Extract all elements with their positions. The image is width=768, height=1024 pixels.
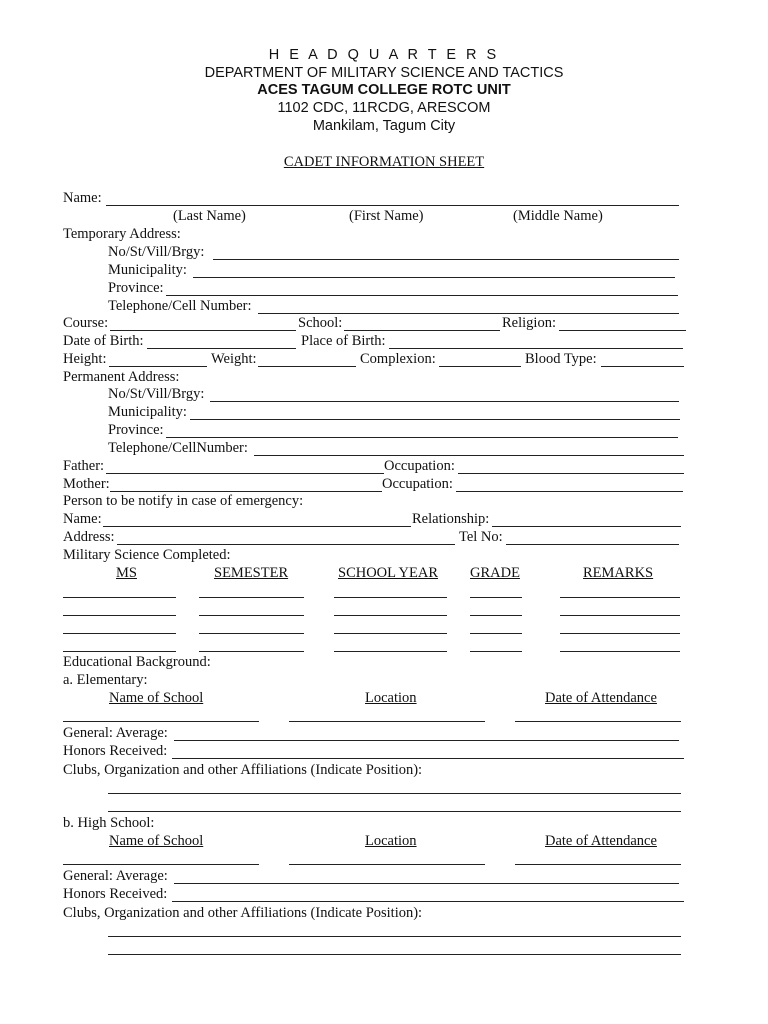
school-field[interactable]: [344, 330, 500, 331]
father-label: Father:: [63, 458, 105, 474]
middle-name-caption: (Middle Name): [513, 208, 603, 224]
grade-column-header: GRADE: [470, 565, 520, 581]
ms-cell[interactable]: [63, 615, 176, 616]
perm-municipality-field[interactable]: [190, 419, 680, 420]
religion-field[interactable]: [559, 330, 686, 331]
high-school-heading: b. High School:: [63, 815, 155, 831]
emergency-address-label: Address:: [63, 529, 115, 545]
perm-telephone-label: Telephone/CellNumber:: [108, 440, 248, 456]
hs-date-of-attendance-header: Date of Attendance: [545, 833, 657, 849]
semester-cell[interactable]: [199, 615, 304, 616]
temp-telephone-label: Telephone/Cell Number:: [108, 298, 252, 314]
temp-province-field[interactable]: [166, 295, 678, 296]
course-field[interactable]: [110, 330, 296, 331]
mother-occupation-field[interactable]: [456, 491, 683, 492]
command-heading: 1102 CDC, 11RCDG, ARESCOM: [277, 100, 491, 116]
emergency-name-label: Name:: [63, 511, 102, 527]
school-year-cell[interactable]: [334, 597, 447, 598]
elem-location-field[interactable]: [289, 721, 485, 722]
educational-background-heading: Educational Background:: [63, 654, 211, 670]
temp-province-label: Province:: [108, 280, 164, 296]
hs-name-of-school-header: Name of School: [109, 833, 204, 849]
school-year-cell[interactable]: [334, 651, 447, 652]
complexion-label: Complexion:: [360, 351, 436, 367]
course-label: Course:: [63, 315, 109, 331]
relationship-field[interactable]: [492, 526, 681, 527]
department-heading: DEPARTMENT OF MILITARY SCIENCE AND TACTICS: [204, 65, 564, 81]
elem-date-of-attendance-header: Date of Attendance: [545, 690, 657, 706]
temp-street-field[interactable]: [213, 259, 679, 260]
perm-street-field[interactable]: [210, 401, 679, 402]
hs-name-of-school-field[interactable]: [63, 864, 259, 865]
elem-honors-label: Honors Received:: [63, 743, 168, 759]
grade-cell[interactable]: [470, 633, 522, 634]
date-of-birth-label: Date of Birth:: [63, 333, 144, 349]
elementary-heading: a. Elementary:: [63, 672, 148, 688]
elem-name-of-school-field[interactable]: [63, 721, 259, 722]
semester-cell[interactable]: [199, 597, 304, 598]
permanent-address-heading: Permanent Address:: [63, 369, 180, 385]
hs-honors-field[interactable]: [172, 901, 684, 902]
hs-honors-label: Honors Received:: [63, 886, 168, 902]
hs-location-header: Location: [365, 833, 417, 849]
perm-telephone-field[interactable]: [254, 455, 684, 456]
last-name-caption: (Last Name): [173, 208, 246, 224]
elem-general-average-label: General: Average:: [63, 725, 168, 741]
elem-honors-field[interactable]: [172, 758, 684, 759]
place-of-birth-label: Place of Birth:: [301, 333, 386, 349]
semester-cell[interactable]: [199, 651, 304, 652]
perm-province-label: Province:: [108, 422, 164, 438]
ms-cell[interactable]: [63, 633, 176, 634]
emergency-name-field[interactable]: [103, 526, 411, 527]
temp-street-label: No/St/Vill/Brgy:: [108, 244, 205, 260]
religion-label: Religion:: [502, 315, 556, 331]
military-science-heading: Military Science Completed:: [63, 547, 231, 563]
weight-field[interactable]: [258, 366, 356, 367]
semester-cell[interactable]: [199, 633, 304, 634]
headquarters-heading: H E A D Q U A R T E R S: [268, 47, 500, 63]
hs-clubs-field[interactable]: [108, 936, 681, 937]
emergency-address-field[interactable]: [117, 544, 455, 545]
ms-cell[interactable]: [63, 651, 176, 652]
first-name-caption: (First Name): [349, 208, 424, 224]
tel-no-field[interactable]: [506, 544, 679, 545]
complexion-field[interactable]: [439, 366, 521, 367]
place-of-birth-field[interactable]: [389, 348, 683, 349]
elem-clubs-label: Clubs, Organization and other Affiliations (Indicate Position):: [63, 762, 423, 778]
remarks-cell[interactable]: [560, 597, 680, 598]
perm-street-label: No/St/Vill/Brgy:: [108, 386, 205, 402]
perm-municipality-label: Municipality:: [108, 404, 187, 420]
blood-type-field[interactable]: [601, 366, 684, 367]
elem-location-header: Location: [365, 690, 417, 706]
name-field[interactable]: [106, 205, 679, 206]
mother-label: Mother:: [63, 476, 110, 492]
elem-date-of-attendance-field[interactable]: [515, 721, 681, 722]
hs-date-of-attendance-field[interactable]: [515, 864, 681, 865]
grade-cell[interactable]: [470, 651, 522, 652]
school-label: School:: [298, 315, 343, 331]
hs-clubs-label: Clubs, Organization and other Affiliations (Indicate Position):: [63, 905, 423, 921]
elem-clubs-field[interactable]: [108, 793, 681, 794]
weight-label: Weight:: [211, 351, 257, 367]
elem-general-average-field[interactable]: [174, 740, 679, 741]
hs-general-average-field[interactable]: [174, 883, 679, 884]
father-occupation-label: Occupation:: [384, 458, 455, 474]
temp-municipality-field[interactable]: [193, 277, 675, 278]
unit-heading: ACES TAGUM COLLEGE ROTC UNIT: [257, 82, 511, 98]
tel-no-label: Tel No:: [459, 529, 503, 545]
school-year-column-header: SCHOOL YEAR: [338, 565, 439, 581]
emergency-heading: Person to be notify in case of emergency:: [63, 493, 304, 509]
elem-clubs-field[interactable]: [108, 811, 681, 812]
school-year-cell[interactable]: [334, 633, 447, 634]
height-label: Height:: [63, 351, 107, 367]
father-occupation-field[interactable]: [458, 473, 684, 474]
remarks-column-header: REMARKS: [583, 565, 654, 581]
height-field[interactable]: [109, 366, 207, 367]
relationship-label: Relationship:: [412, 511, 490, 527]
elem-name-of-school-header: Name of School: [109, 690, 204, 706]
remarks-cell[interactable]: [560, 633, 680, 634]
mother-field[interactable]: [110, 491, 382, 492]
hs-location-field[interactable]: [289, 864, 485, 865]
school-year-cell[interactable]: [334, 615, 447, 616]
temp-telephone-field[interactable]: [258, 313, 679, 314]
form-title: CADET INFORMATION SHEET: [283, 154, 485, 170]
remarks-cell[interactable]: [560, 651, 680, 652]
temporary-address-heading: Temporary Address:: [63, 226, 181, 242]
father-field[interactable]: [106, 473, 384, 474]
hs-general-average-label: General: Average:: [63, 868, 168, 884]
name-label: Name:: [63, 190, 102, 206]
ms-cell[interactable]: [63, 597, 176, 598]
remarks-cell[interactable]: [560, 615, 680, 616]
semester-column-header: SEMESTER: [214, 565, 289, 581]
ms-column-header: MS: [116, 565, 137, 581]
hs-clubs-field[interactable]: [108, 954, 681, 955]
date-of-birth-field[interactable]: [147, 348, 296, 349]
grade-cell[interactable]: [470, 615, 522, 616]
temp-municipality-label: Municipality:: [108, 262, 187, 278]
location-heading: Mankilam, Tagum City: [312, 118, 456, 134]
blood-type-label: Blood Type:: [525, 351, 597, 367]
grade-cell[interactable]: [470, 597, 522, 598]
mother-occupation-label: Occupation:: [382, 476, 453, 492]
perm-province-field[interactable]: [166, 437, 678, 438]
